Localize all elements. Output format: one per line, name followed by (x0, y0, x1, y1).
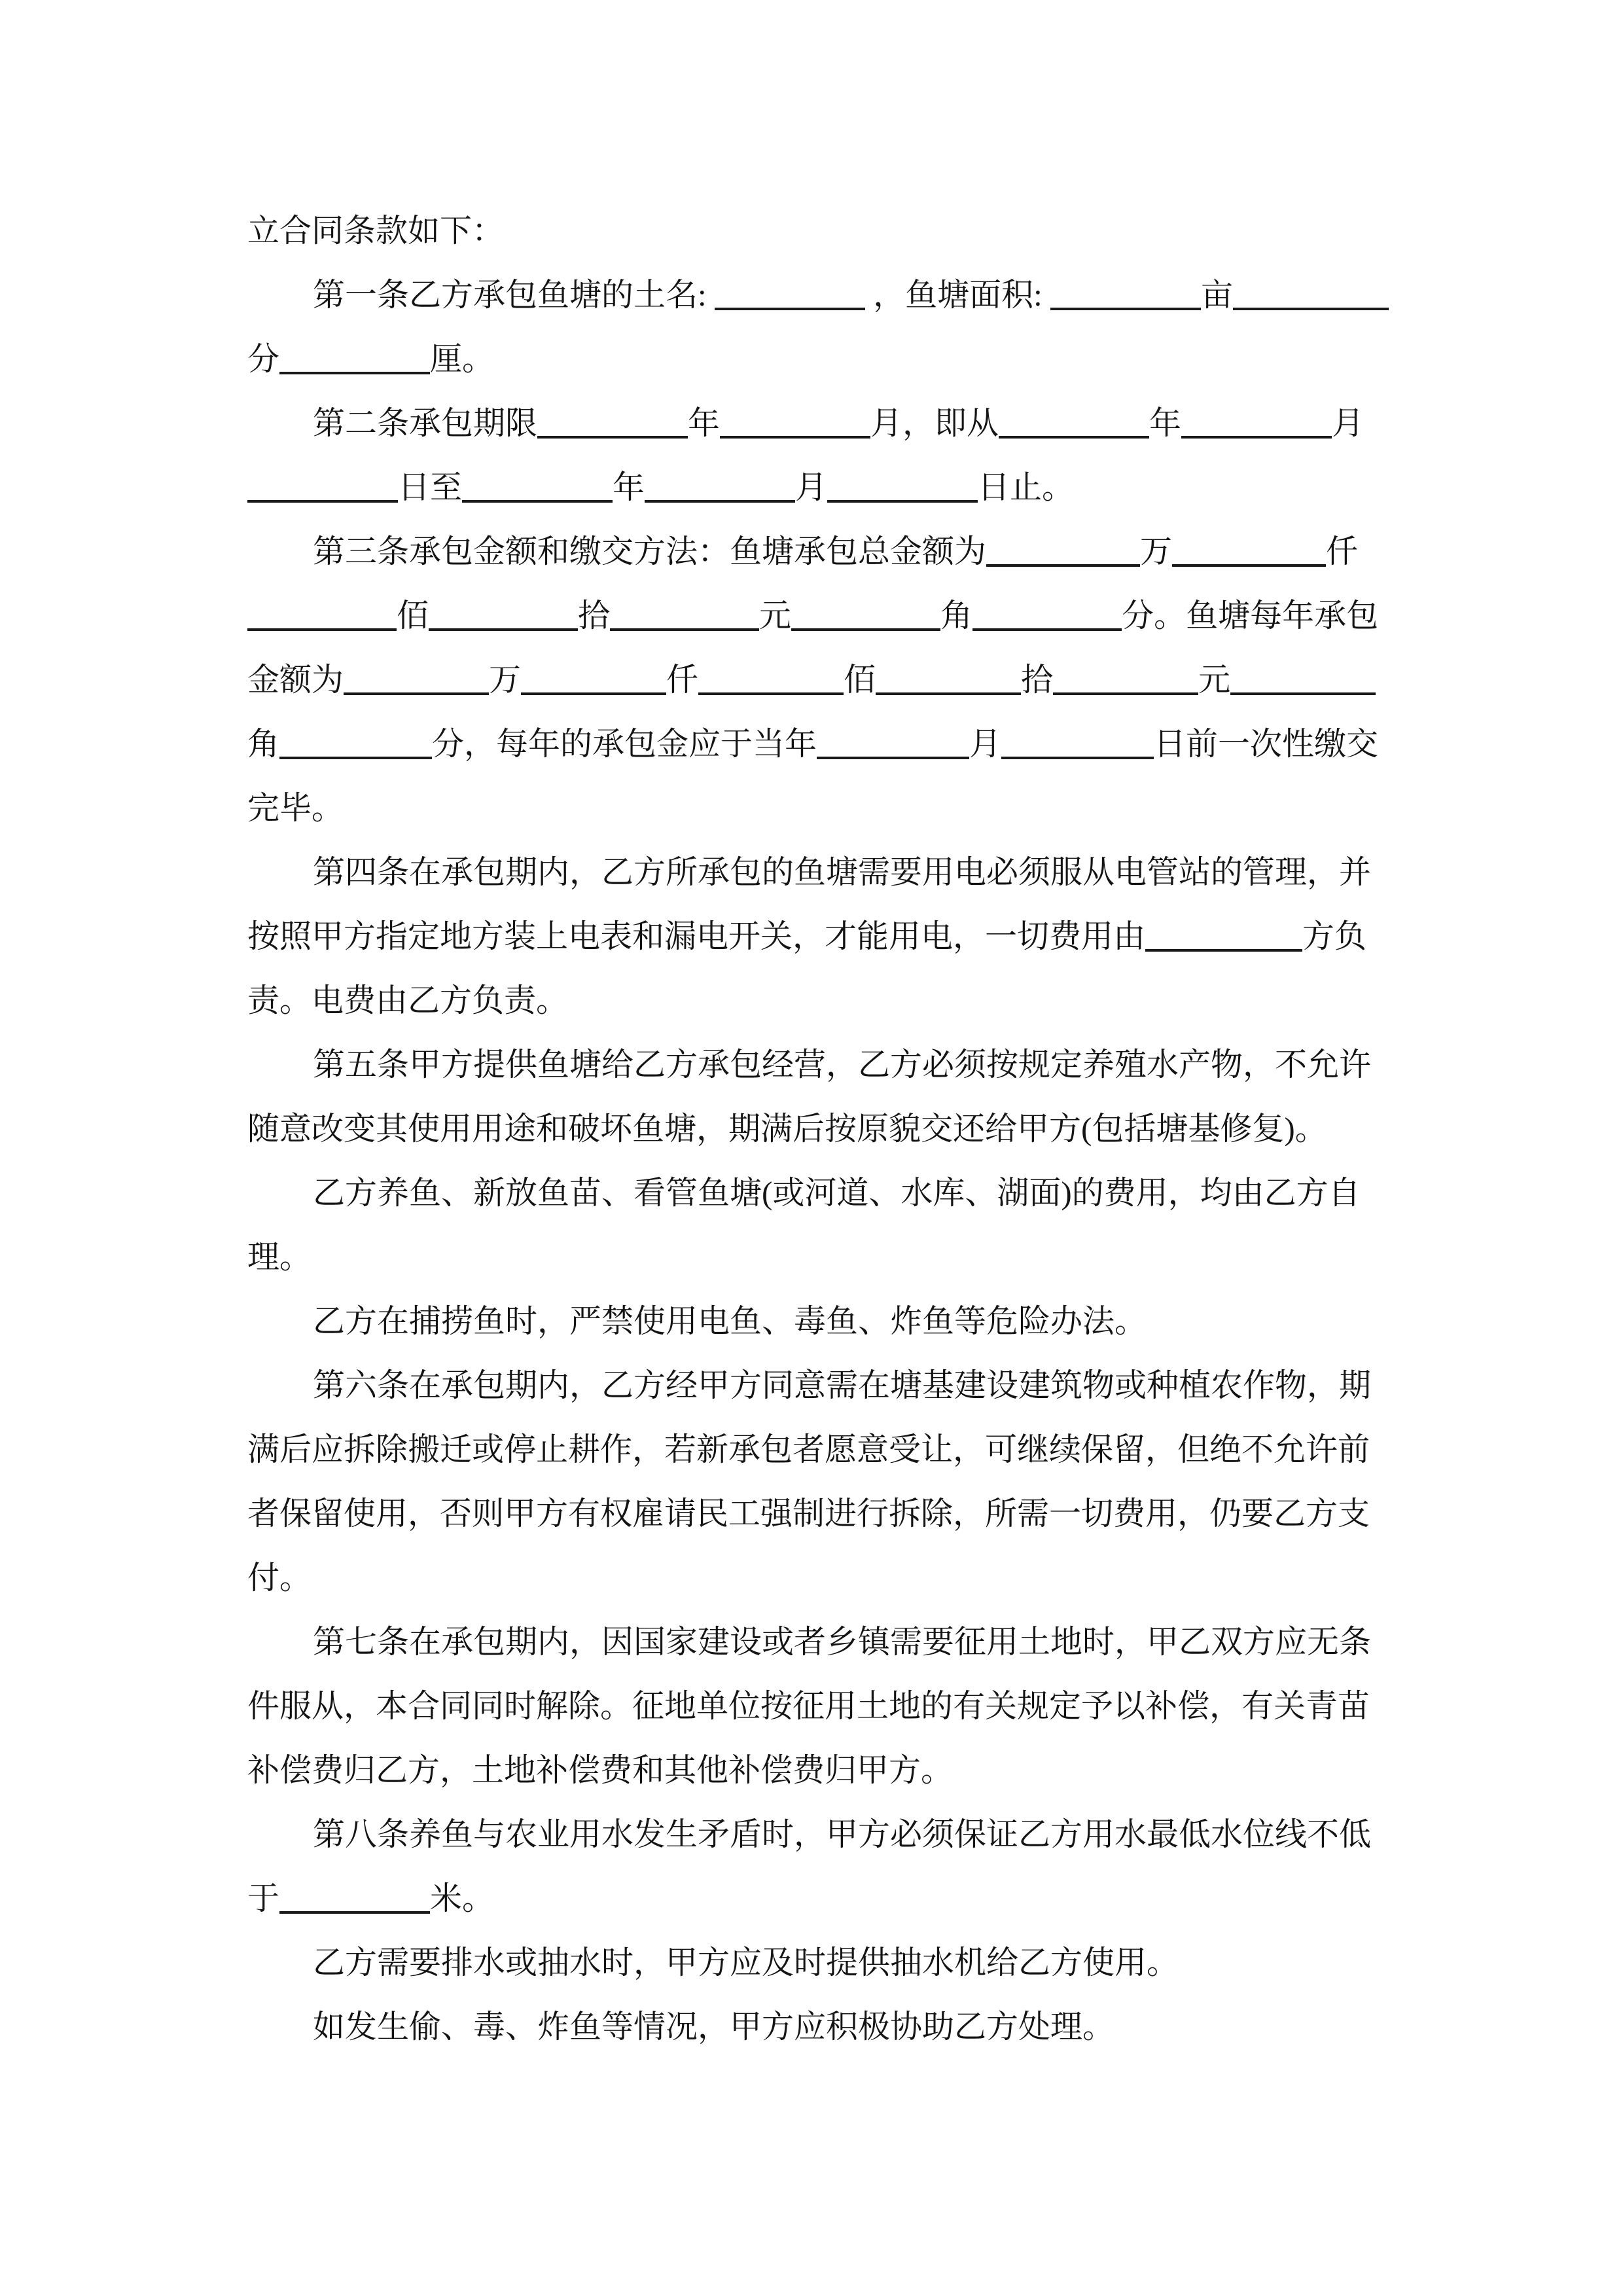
contract-line (247, 1354, 1386, 1418)
contract-line (247, 1867, 1386, 1931)
line-text: 第六条在承包期内，乙方经甲方同意需在塘基建设建筑物或种植农作物，期 (313, 1367, 1372, 1403)
contract-line (247, 969, 1386, 1033)
blank-field (279, 753, 432, 759)
line-text: 分，每年的承包金应于当年 (432, 726, 817, 762)
blank-field (279, 368, 430, 374)
line-text: 第八条养鱼与农业用水发生矛盾时，甲方必须保证乙方用水最低水位线不低 (313, 1816, 1372, 1852)
line-text: 年 (613, 469, 645, 505)
blank-field (537, 432, 688, 439)
line-text: 厘。 (430, 341, 495, 377)
line-text: 日至 (398, 469, 463, 505)
contract-line (247, 1289, 1386, 1354)
line-text: 满后应拆除搬迁或停止耕作，若新承包者愿意受让，可继续保留，但绝不允许前 (247, 1431, 1370, 1467)
blank-field (344, 689, 489, 695)
blank-field (429, 624, 578, 631)
contract-line (247, 712, 1386, 776)
blank-field (521, 689, 666, 695)
line-text: 付。 (247, 1560, 312, 1596)
line-text: 金额为 (247, 662, 344, 698)
contract-line (247, 1482, 1386, 1546)
line-text: 元 (759, 598, 792, 634)
line-text: 补偿费归乙方，土地补偿费和其他补偿费归甲方。 (247, 1752, 954, 1788)
line-text: 万 (489, 662, 522, 698)
line-text: 月，即从 (870, 405, 999, 441)
line-text: 拾 (1021, 662, 1054, 698)
contract-line (247, 776, 1386, 840)
line-text: ，鱼塘面积: (865, 277, 1050, 313)
blank-field (645, 496, 795, 503)
contract-line (247, 1225, 1386, 1289)
blank-field (247, 496, 398, 503)
line-text: 第七条在承包期内，因国家建设或者乡镇需要征用土地时，甲乙双方应无条 (313, 1624, 1372, 1660)
line-text: 完毕。 (247, 790, 344, 826)
line-text: 第三条承包金额和缴交方法：鱼塘承包总金额为 (313, 533, 987, 569)
line-text: 者保留使用，否则甲方有权雇请民工强制进行拆除，所需一切费用，仍要乙方支 (247, 1496, 1370, 1532)
line-text: 角 (940, 598, 973, 634)
line-text: 随意改变其使用用途和破坏鱼塘，期满后按原貌交还给甲方(包括塘基修复)。 (247, 1111, 1327, 1147)
line-text: 方负 (1302, 918, 1367, 954)
line-text: 按照甲方指定地方装上电表和漏电开关，才能用电，一切费用由 (247, 918, 1146, 954)
blank-field (1181, 432, 1332, 439)
blank-field (462, 496, 613, 503)
blank-field (1233, 304, 1389, 310)
contract-line (247, 1033, 1386, 1097)
line-text: 立合同条款如下： (247, 213, 505, 249)
line-text: 米。 (430, 1880, 495, 1916)
line-text: 分 (247, 341, 280, 377)
line-text: 仟 (666, 662, 699, 698)
blank-field (1230, 689, 1376, 695)
contract-line (247, 1674, 1386, 1738)
line-text: 日止。 (978, 469, 1075, 505)
contract-line (247, 456, 1386, 520)
line-text: 理。 (247, 1239, 312, 1275)
contract-line (247, 327, 1386, 391)
contract-line (247, 1610, 1386, 1674)
contract-line (247, 584, 1386, 648)
contract-line (247, 1161, 1386, 1225)
contract-line (247, 520, 1386, 584)
contract-line (247, 1418, 1386, 1482)
blank-field (1053, 689, 1198, 695)
blank-field (817, 753, 969, 759)
blank-field (972, 624, 1122, 631)
line-text: 月 (969, 726, 1002, 762)
line-text: 拾 (578, 598, 611, 634)
contract-line (247, 1546, 1386, 1610)
line-text: 第四条在承包期内，乙方所承包的鱼塘需要用电必须服从电管站的管理，并 (313, 854, 1372, 890)
contract-line (247, 263, 1386, 327)
contract-body (247, 199, 1386, 2059)
blank-field (715, 304, 865, 310)
contract-line (247, 1931, 1386, 1995)
blank-field (1050, 304, 1201, 310)
line-text: 年 (1149, 405, 1182, 441)
blank-field (247, 624, 397, 631)
line-text: 乙方在捕捞鱼时，严禁使用电鱼、毒鱼、炸鱼等危险办法。 (313, 1303, 1147, 1339)
contract-line (247, 648, 1386, 712)
line-text: 如发生偷、毒、炸鱼等情况，甲方应积极协助乙方处理。 (313, 2009, 1115, 2045)
line-text: 日前一次性缴交 (1154, 726, 1379, 762)
line-text: 万 (1140, 533, 1173, 569)
line-text: 角 (247, 726, 280, 762)
blank-field (1001, 753, 1154, 759)
line-text: 仟 (1326, 533, 1359, 569)
contract-line (247, 391, 1386, 456)
line-text: 第二条承包期限 (313, 405, 538, 441)
blank-field (1145, 945, 1302, 952)
blank-field (827, 496, 978, 503)
line-text: 佰 (397, 598, 429, 634)
blank-field (610, 624, 759, 631)
line-text: 乙方需要排水或抽水时，甲方应及时提供抽水机给乙方使用。 (313, 1945, 1179, 1981)
line-text: 件服从，本合同同时解除。征地单位按征用土地的有关规定予以补偿，有关青苗 (247, 1688, 1370, 1724)
line-text: 乙方养鱼、新放鱼苗、看管鱼塘(或河道、水库、湖面)的费用，均由乙方自 (313, 1175, 1361, 1211)
blank-field (1172, 560, 1326, 567)
blank-field (999, 432, 1149, 439)
contract-line (247, 1097, 1386, 1161)
blank-field (279, 1907, 430, 1914)
line-text: 第一条乙方承包鱼塘的土名: (313, 277, 715, 313)
blank-field (876, 689, 1021, 695)
blank-field (698, 689, 844, 695)
line-text: 责。电费由乙方负责。 (247, 982, 569, 1018)
contract-line (247, 905, 1386, 969)
line-text: 年 (688, 405, 721, 441)
blank-field (720, 432, 870, 439)
line-text: 元 (1198, 662, 1231, 698)
line-text: 于 (247, 1880, 280, 1916)
line-text: 第五条甲方提供鱼塘给乙方承包经营，乙方必须按规定养殖水产物，不允许 (313, 1047, 1372, 1083)
line-text: 佰 (844, 662, 876, 698)
contract-line (247, 1803, 1386, 1867)
line-text: 月 (795, 469, 828, 505)
line-text: 亩 (1201, 277, 1234, 313)
contract-line (247, 840, 1386, 905)
line-text: 月 (1332, 405, 1364, 441)
contract-line (247, 1995, 1386, 2059)
blank-field (986, 560, 1140, 567)
blank-field (791, 624, 940, 631)
contract-line (247, 1738, 1386, 1803)
contract-line (247, 199, 1386, 263)
line-text: 分。鱼塘每年承包 (1122, 598, 1379, 634)
